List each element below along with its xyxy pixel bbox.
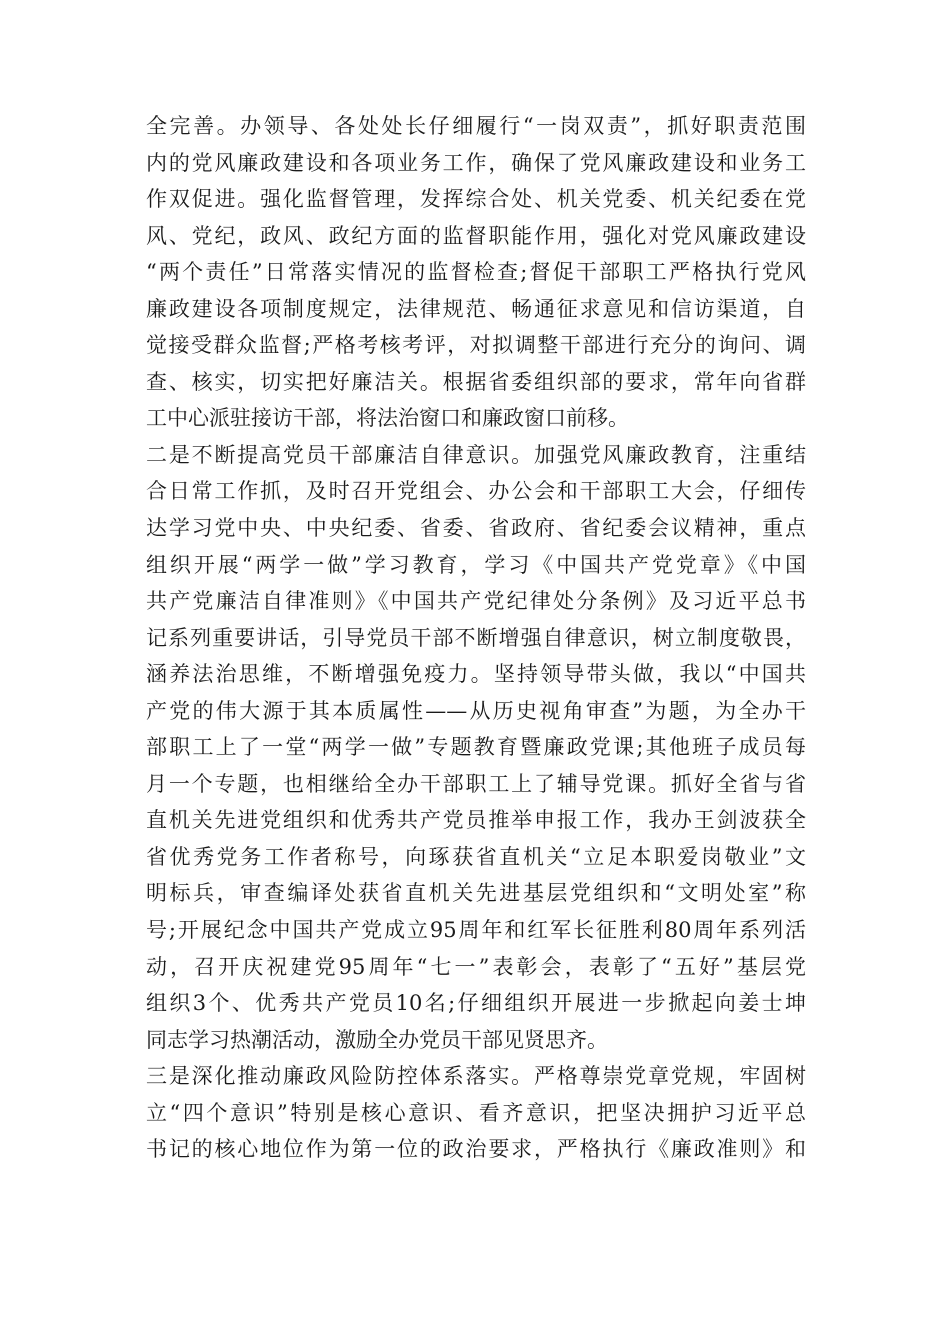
text-line: 涵养法治思维，不断增强免疫力。坚持领导带头做，我以“中国共: [146, 662, 806, 687]
text-line: 合日常工作抓，及时召开党组会、办公会和干部职工大会，仔细传: [146, 479, 806, 504]
text-line: 廉政建设各项制度规定，法律规范、畅通征求意见和信访渠道，自: [146, 296, 806, 321]
text-line: 动，召开庆祝建党95周年“七一”表彰会，表彰了“五好”基层党: [146, 954, 806, 979]
text-line: 三是深化推动廉政风险防控体系落实。严格尊崇党章党规，牢固树: [146, 1064, 806, 1089]
text-line: 记系列重要讲话，引导党员干部不断增强自律意识，树立制度敬畏，: [146, 625, 806, 650]
text-line: 觉接受群众监督;严格考核考评，对拟调整干部进行充分的询问、调: [146, 333, 806, 358]
text-line: 产党的伟大源于其本质属性——从历史视角审查”为题，为全办干: [146, 698, 806, 723]
text-line: 风、党纪，政风、政纪方面的监督职能作用，强化对党风廉政建设: [146, 223, 806, 248]
text-line: 号;开展纪念中国共产党成立95周年和红军长征胜利80周年系列活: [146, 918, 806, 943]
text-line: 全完善。办领导、各处处长仔细履行“一岗双责”，抓好职责范围: [146, 114, 806, 138]
text-line: 明标兵，审查编译处获省直机关先进基层党组织和“文明处室”称: [146, 881, 806, 906]
text-line: 查、核实，切实把好廉洁关。根据省委组织部的要求，常年向省群: [146, 369, 806, 394]
text-line: 工中心派驻接访干部，将法治窗口和廉政窗口前移。: [146, 406, 629, 431]
text-line: 省优秀党务工作者称号，向琢获省直机关“立足本职爱岗敬业”文: [146, 844, 806, 869]
text-line: “两个责任”日常落实情况的监督检查;督促干部职工严格执行党风: [146, 260, 806, 285]
text-line: 月一个专题，也相继给全办干部职工上了辅导党课。抓好全省与省: [146, 771, 806, 796]
text-line: 书记的核心地位作为第一位的政治要求，严格执行《廉政准则》和: [146, 1137, 806, 1162]
text-line: 内的党风廉政建设和各项业务工作，确保了党风廉政建设和业务工: [146, 150, 806, 175]
text-line: 共产党廉洁自律准则》《中国共产党纪律处分条例》及习近平总书: [146, 589, 806, 614]
text-line: 作双促进。强化监督管理，发挥综合处、机关党委、机关纪委在党: [146, 187, 806, 212]
text-line: 二是不断提高党员干部廉洁自律意识。加强党风廉政教育，注重结: [146, 442, 806, 467]
text-line: 组织3个、优秀共产党员10名;仔细组织开展进一步掀起向姜士坤: [146, 991, 806, 1016]
text-line: 立“四个意识”特别是核心意识、看齐意识，把坚决拥护习近平总: [146, 1100, 806, 1125]
text-line: 同志学习热潮活动，激励全办党员干部见贤思齐。: [146, 1027, 608, 1052]
text-line: 部职工上了一堂“两学一做”专题教育暨廉政党课;其他班子成员每: [146, 735, 806, 760]
text-line: 直机关先进党组织和优秀共产党员推举申报工作，我办王剑波获全: [146, 808, 806, 833]
document-page: [146, 108, 806, 1168]
text-line: 达学习党中央、中央纪委、省委、省政府、省纪委会议精神，重点: [146, 516, 806, 541]
text-line: 组织开展“两学一做”学习教育，学习《中国共产党党章》《中国: [146, 552, 806, 577]
